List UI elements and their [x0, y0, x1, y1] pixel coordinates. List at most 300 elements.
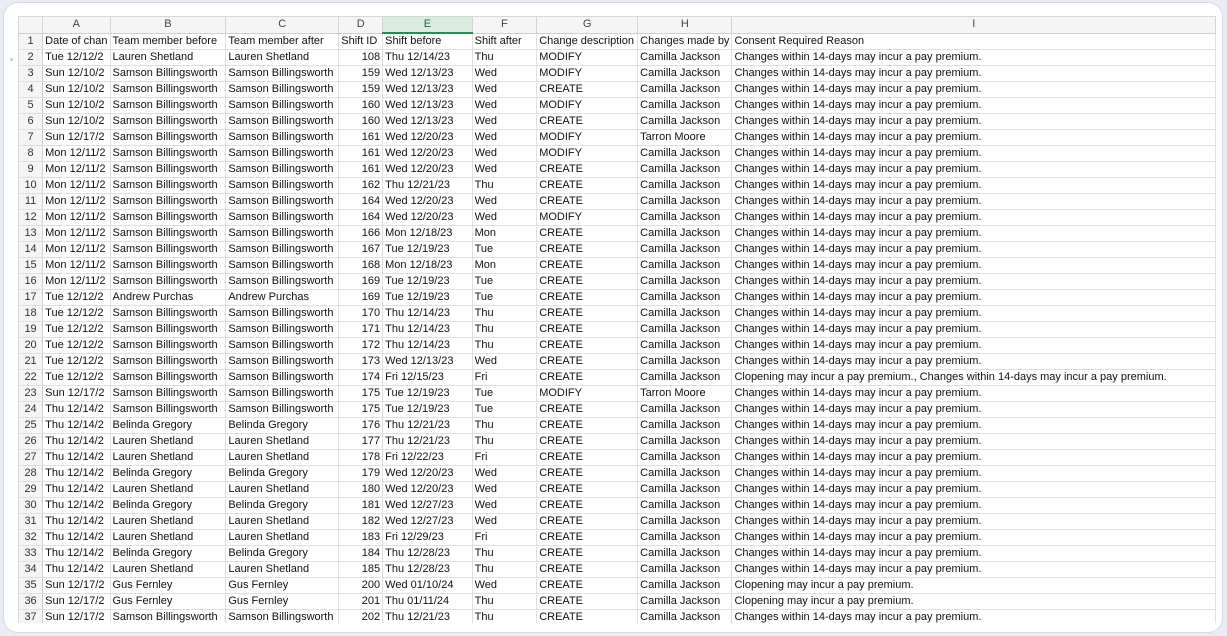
row-header[interactable]: 26 — [19, 434, 43, 450]
cell-f[interactable]: Thu — [472, 546, 537, 562]
cell-h[interactable]: Camilla Jackson — [638, 562, 732, 578]
cell-a[interactable]: Tue 12/12/2 — [43, 354, 110, 370]
row-header[interactable]: 22 — [19, 370, 43, 386]
cell-f[interactable]: Thu — [472, 594, 537, 610]
cell-g[interactable]: MODIFY — [537, 98, 638, 114]
cell-a[interactable]: Mon 12/11/2 — [43, 162, 110, 178]
cell-b[interactable]: Lauren Shetland — [110, 50, 226, 66]
cell-f[interactable]: Thu — [472, 562, 537, 578]
cell-i[interactable]: Changes within 14-days may incur a pay premium. — [732, 466, 1216, 482]
column-header-f[interactable]: F — [472, 17, 537, 33]
cell-g[interactable]: CREATE — [537, 434, 638, 450]
cell-f[interactable]: Wed — [472, 114, 537, 130]
cell-b[interactable]: Samson Billingsworth — [110, 306, 226, 322]
cell-c[interactable]: Samson Billingsworth — [226, 114, 339, 130]
cell-c[interactable]: Lauren Shetland — [226, 450, 339, 466]
cell-g[interactable]: MODIFY — [537, 66, 638, 82]
cell-h[interactable]: Camilla Jackson — [638, 546, 732, 562]
cell-c[interactable]: Belinda Gregory — [226, 418, 339, 434]
cell-b[interactable]: Andrew Purchas — [110, 290, 226, 306]
cell-h[interactable]: Camilla Jackson — [638, 450, 732, 466]
row-header[interactable]: 15 — [19, 258, 43, 274]
cell-d[interactable]: 161 — [339, 162, 383, 178]
column-header-b[interactable]: B — [110, 17, 226, 33]
cell-c[interactable]: Samson Billingsworth — [226, 194, 339, 210]
cell-h[interactable]: Camilla Jackson — [638, 194, 732, 210]
cell-h[interactable]: Changes made by — [638, 33, 732, 50]
cell-b[interactable]: Samson Billingsworth — [110, 226, 226, 242]
cell-h[interactable]: Camilla Jackson — [638, 610, 732, 624]
cell-d[interactable]: 164 — [339, 194, 383, 210]
cell-f[interactable]: Wed — [472, 146, 537, 162]
cell-a[interactable]: Thu 12/14/2 — [43, 402, 110, 418]
cell-i[interactable]: Changes within 14-days may incur a pay premium. — [732, 98, 1216, 114]
cell-c[interactable]: Samson Billingsworth — [226, 178, 339, 194]
cell-d[interactable]: 172 — [339, 338, 383, 354]
cell-f[interactable]: Wed — [472, 514, 537, 530]
cell-e[interactable]: Wed 12/20/23 — [383, 194, 472, 210]
cell-g[interactable]: CREATE — [537, 322, 638, 338]
cell-d[interactable]: 202 — [339, 610, 383, 624]
cell-g[interactable]: CREATE — [537, 82, 638, 98]
cell-i[interactable]: Changes within 14-days may incur a pay premium. — [732, 242, 1216, 258]
cell-h[interactable]: Camilla Jackson — [638, 114, 732, 130]
cell-a[interactable]: Thu 12/14/2 — [43, 514, 110, 530]
row-header[interactable]: 19 — [19, 322, 43, 338]
cell-b[interactable]: Samson Billingsworth — [110, 178, 226, 194]
cell-d[interactable]: 171 — [339, 322, 383, 338]
cell-c[interactable]: Samson Billingsworth — [226, 370, 339, 386]
cell-g[interactable]: CREATE — [537, 354, 638, 370]
cell-c[interactable]: Lauren Shetland — [226, 434, 339, 450]
cell-d[interactable]: 169 — [339, 290, 383, 306]
cell-a[interactable]: Mon 12/11/2 — [43, 258, 110, 274]
cell-a[interactable]: Sun 12/10/2 — [43, 114, 110, 130]
cell-e[interactable]: Thu 12/28/23 — [383, 562, 472, 578]
cell-f[interactable]: Thu — [472, 434, 537, 450]
cell-d[interactable]: 175 — [339, 402, 383, 418]
cell-f[interactable]: Wed — [472, 162, 537, 178]
cell-b[interactable]: Samson Billingsworth — [110, 82, 226, 98]
cell-b[interactable]: Samson Billingsworth — [110, 210, 226, 226]
cell-h[interactable]: Camilla Jackson — [638, 178, 732, 194]
cell-g[interactable]: CREATE — [537, 242, 638, 258]
cell-c[interactable]: Samson Billingsworth — [226, 82, 339, 98]
cell-e[interactable]: Fri 12/15/23 — [383, 370, 472, 386]
cell-d[interactable]: 161 — [339, 146, 383, 162]
cell-b[interactable]: Belinda Gregory — [110, 418, 226, 434]
cell-d[interactable]: 167 — [339, 242, 383, 258]
cell-e[interactable]: Wed 12/13/23 — [383, 114, 472, 130]
cell-f[interactable]: Wed — [472, 82, 537, 98]
cell-e[interactable]: Wed 12/13/23 — [383, 82, 472, 98]
cell-c[interactable]: Lauren Shetland — [226, 562, 339, 578]
cell-c[interactable]: Belinda Gregory — [226, 546, 339, 562]
cell-f[interactable]: Wed — [472, 194, 537, 210]
row-header[interactable]: 37 — [19, 610, 43, 624]
cell-a[interactable]: Tue 12/12/2 — [43, 50, 110, 66]
cell-b[interactable]: Belinda Gregory — [110, 546, 226, 562]
cell-f[interactable]: Thu — [472, 418, 537, 434]
cell-i[interactable]: Changes within 14-days may incur a pay premium. — [732, 562, 1216, 578]
cell-i[interactable]: Changes within 14-days may incur a pay premium. — [732, 210, 1216, 226]
cell-h[interactable]: Camilla Jackson — [638, 162, 732, 178]
cell-e[interactable]: Wed 12/27/23 — [383, 498, 472, 514]
cell-b[interactable]: Team member before — [110, 33, 226, 50]
cell-g[interactable]: CREATE — [537, 610, 638, 624]
cell-d[interactable]: Shift ID — [339, 33, 383, 50]
cell-d[interactable]: 178 — [339, 450, 383, 466]
cell-f[interactable]: Shift after — [472, 33, 537, 50]
cell-a[interactable]: Thu 12/14/2 — [43, 530, 110, 546]
cell-i[interactable]: Changes within 14-days may incur a pay premium. — [732, 50, 1216, 66]
cell-g[interactable]: MODIFY — [537, 386, 638, 402]
cell-d[interactable]: 179 — [339, 466, 383, 482]
cell-e[interactable]: Thu 12/21/23 — [383, 434, 472, 450]
cell-i[interactable]: Changes within 14-days may incur a pay premium. — [732, 498, 1216, 514]
row-header[interactable]: 33 — [19, 546, 43, 562]
cell-e[interactable]: Wed 12/20/23 — [383, 130, 472, 146]
cell-c[interactable]: Belinda Gregory — [226, 498, 339, 514]
cell-c[interactable]: Lauren Shetland — [226, 482, 339, 498]
cell-c[interactable]: Samson Billingsworth — [226, 306, 339, 322]
cell-f[interactable]: Thu — [472, 306, 537, 322]
cell-c[interactable]: Samson Billingsworth — [226, 210, 339, 226]
cell-h[interactable]: Camilla Jackson — [638, 146, 732, 162]
cell-i[interactable]: Changes within 14-days may incur a pay premium. — [732, 290, 1216, 306]
cell-b[interactable]: Gus Fernley — [110, 594, 226, 610]
cell-a[interactable]: Thu 12/14/2 — [43, 482, 110, 498]
cell-c[interactable]: Samson Billingsworth — [226, 66, 339, 82]
cell-c[interactable]: Lauren Shetland — [226, 514, 339, 530]
cell-e[interactable]: Fri 12/29/23 — [383, 530, 472, 546]
cell-h[interactable]: Camilla Jackson — [638, 82, 732, 98]
column-header-i[interactable]: I — [732, 17, 1216, 33]
cell-f[interactable]: Fri — [472, 450, 537, 466]
cell-h[interactable]: Camilla Jackson — [638, 306, 732, 322]
cell-i[interactable]: Changes within 14-days may incur a pay premium. — [732, 322, 1216, 338]
column-header-c[interactable]: C — [226, 17, 339, 33]
cell-g[interactable]: CREATE — [537, 306, 638, 322]
cell-h[interactable]: Camilla Jackson — [638, 338, 732, 354]
cell-b[interactable]: Samson Billingsworth — [110, 146, 226, 162]
cell-i[interactable]: Clopening may incur a pay premium., Changes within 14-days may incur a pay premium. — [732, 370, 1216, 386]
cell-g[interactable]: MODIFY — [537, 210, 638, 226]
cell-d[interactable]: 185 — [339, 562, 383, 578]
cell-a[interactable]: Mon 12/11/2 — [43, 210, 110, 226]
cell-i[interactable]: Changes within 14-days may incur a pay premium. — [732, 434, 1216, 450]
cell-f[interactable]: Tue — [472, 386, 537, 402]
cell-h[interactable]: Camilla Jackson — [638, 50, 732, 66]
cell-b[interactable]: Samson Billingsworth — [110, 194, 226, 210]
cell-h[interactable]: Camilla Jackson — [638, 370, 732, 386]
cell-c[interactable]: Gus Fernley — [226, 578, 339, 594]
cell-g[interactable]: Change description — [537, 33, 638, 50]
cell-a[interactable]: Thu 12/14/2 — [43, 450, 110, 466]
cell-g[interactable]: CREATE — [537, 562, 638, 578]
cell-d[interactable]: 160 — [339, 98, 383, 114]
cell-g[interactable]: CREATE — [537, 290, 638, 306]
cell-b[interactable]: Samson Billingsworth — [110, 162, 226, 178]
cell-f[interactable]: Wed — [472, 354, 537, 370]
cell-d[interactable]: 200 — [339, 578, 383, 594]
cell-f[interactable]: Wed — [472, 66, 537, 82]
cell-d[interactable]: 161 — [339, 130, 383, 146]
cell-i[interactable]: Changes within 14-days may incur a pay premium. — [732, 258, 1216, 274]
row-header[interactable]: 9 — [19, 162, 43, 178]
cell-a[interactable]: Sun 12/17/2 — [43, 578, 110, 594]
cell-d[interactable]: 162 — [339, 178, 383, 194]
cell-b[interactable]: Samson Billingsworth — [110, 402, 226, 418]
cell-b[interactable]: Samson Billingsworth — [110, 386, 226, 402]
cell-i[interactable]: Changes within 14-days may incur a pay premium. — [732, 114, 1216, 130]
cell-g[interactable]: CREATE — [537, 114, 638, 130]
cell-f[interactable]: Tue — [472, 274, 537, 290]
cell-d[interactable]: 160 — [339, 114, 383, 130]
cell-h[interactable]: Camilla Jackson — [638, 498, 732, 514]
cell-i[interactable]: Changes within 14-days may incur a pay premium. — [732, 610, 1216, 624]
cell-a[interactable]: Tue 12/12/2 — [43, 306, 110, 322]
cell-f[interactable]: Fri — [472, 530, 537, 546]
cell-b[interactable]: Lauren Shetland — [110, 514, 226, 530]
cell-f[interactable]: Mon — [472, 258, 537, 274]
row-header[interactable]: 12 — [19, 210, 43, 226]
cell-a[interactable]: Sun 12/10/2 — [43, 66, 110, 82]
cell-a[interactable]: Sun 12/17/2 — [43, 130, 110, 146]
cell-g[interactable]: CREATE — [537, 498, 638, 514]
cell-f[interactable]: Wed — [472, 482, 537, 498]
cell-f[interactable]: Thu — [472, 50, 537, 66]
cell-h[interactable]: Tarron Moore — [638, 130, 732, 146]
cell-b[interactable]: Samson Billingsworth — [110, 242, 226, 258]
row-header[interactable]: 5 — [19, 98, 43, 114]
cell-a[interactable]: Sun 12/10/2 — [43, 98, 110, 114]
row-header[interactable]: 11 — [19, 194, 43, 210]
cell-e[interactable]: Thu 12/14/23 — [383, 338, 472, 354]
column-header-e[interactable]: E — [383, 17, 472, 33]
cell-g[interactable]: CREATE — [537, 402, 638, 418]
row-header[interactable]: 27 — [19, 450, 43, 466]
cell-d[interactable]: 180 — [339, 482, 383, 498]
cell-d[interactable]: 181 — [339, 498, 383, 514]
cell-h[interactable]: Camilla Jackson — [638, 290, 732, 306]
cell-a[interactable]: Thu 12/14/2 — [43, 418, 110, 434]
cell-b[interactable]: Samson Billingsworth — [110, 66, 226, 82]
cell-d[interactable]: 177 — [339, 434, 383, 450]
cell-c[interactable]: Samson Billingsworth — [226, 226, 339, 242]
column-header-d[interactable]: D — [339, 17, 383, 33]
cell-h[interactable]: Camilla Jackson — [638, 578, 732, 594]
cell-g[interactable]: CREATE — [537, 258, 638, 274]
cell-c[interactable]: Samson Billingsworth — [226, 402, 339, 418]
cell-a[interactable]: Thu 12/14/2 — [43, 466, 110, 482]
row-header[interactable]: 32 — [19, 530, 43, 546]
row-header[interactable]: 36 — [19, 594, 43, 610]
row-header[interactable]: 24 — [19, 402, 43, 418]
cell-a[interactable]: Tue 12/12/2 — [43, 370, 110, 386]
cell-e[interactable]: Mon 12/18/23 — [383, 226, 472, 242]
column-header-h[interactable]: H — [638, 17, 732, 33]
cell-h[interactable]: Camilla Jackson — [638, 242, 732, 258]
cell-e[interactable]: Shift before — [383, 33, 472, 50]
cell-e[interactable]: Wed 01/10/24 — [383, 578, 472, 594]
cell-g[interactable]: CREATE — [537, 578, 638, 594]
cell-i[interactable]: Changes within 14-days may incur a pay premium. — [732, 386, 1216, 402]
select-all-corner[interactable] — [19, 17, 43, 33]
cell-a[interactable]: Mon 12/11/2 — [43, 178, 110, 194]
cell-c[interactable]: Samson Billingsworth — [226, 274, 339, 290]
cell-c[interactable]: Samson Billingsworth — [226, 98, 339, 114]
row-header[interactable]: 1 — [19, 33, 43, 50]
cell-h[interactable]: Camilla Jackson — [638, 418, 732, 434]
cell-f[interactable]: Thu — [472, 178, 537, 194]
cell-e[interactable]: Thu 12/14/23 — [383, 322, 472, 338]
cell-d[interactable]: 108 — [339, 50, 383, 66]
cell-i[interactable]: Changes within 14-days may incur a pay premium. — [732, 546, 1216, 562]
cell-h[interactable]: Camilla Jackson — [638, 322, 732, 338]
cell-i[interactable]: Changes within 14-days may incur a pay premium. — [732, 306, 1216, 322]
cell-c[interactable]: Samson Billingsworth — [226, 354, 339, 370]
cell-b[interactable]: Samson Billingsworth — [110, 274, 226, 290]
cell-e[interactable]: Tue 12/19/23 — [383, 290, 472, 306]
cell-b[interactable]: Samson Billingsworth — [110, 114, 226, 130]
cell-e[interactable]: Wed 12/13/23 — [383, 98, 472, 114]
cell-e[interactable]: Thu 12/21/23 — [383, 418, 472, 434]
cell-g[interactable]: CREATE — [537, 178, 638, 194]
cell-a[interactable]: Thu 12/14/2 — [43, 562, 110, 578]
cell-e[interactable]: Thu 12/14/23 — [383, 50, 472, 66]
cell-g[interactable]: MODIFY — [537, 50, 638, 66]
cell-e[interactable]: Wed 12/20/23 — [383, 162, 472, 178]
cell-f[interactable]: Thu — [472, 322, 537, 338]
cell-f[interactable]: Fri — [472, 370, 537, 386]
cell-f[interactable]: Thu — [472, 610, 537, 624]
cell-e[interactable]: Wed 12/27/23 — [383, 514, 472, 530]
cell-i[interactable]: Clopening may incur a pay premium. — [732, 594, 1216, 610]
row-header[interactable]: 7 — [19, 130, 43, 146]
cell-i[interactable]: Changes within 14-days may incur a pay premium. — [732, 66, 1216, 82]
cell-d[interactable]: 174 — [339, 370, 383, 386]
cell-e[interactable]: Thu 12/21/23 — [383, 610, 472, 624]
cell-a[interactable]: Thu 12/14/2 — [43, 434, 110, 450]
cell-e[interactable]: Wed 12/20/23 — [383, 210, 472, 226]
cell-d[interactable]: 182 — [339, 514, 383, 530]
cell-g[interactable]: CREATE — [537, 482, 638, 498]
cell-i[interactable]: Changes within 14-days may incur a pay premium. — [732, 354, 1216, 370]
cell-a[interactable]: Sun 12/17/2 — [43, 594, 110, 610]
cell-c[interactable]: Belinda Gregory — [226, 466, 339, 482]
cell-i[interactable]: Changes within 14-days may incur a pay premium. — [732, 418, 1216, 434]
cell-b[interactable]: Belinda Gregory — [110, 498, 226, 514]
cell-e[interactable]: Wed 12/13/23 — [383, 354, 472, 370]
cell-b[interactable]: Samson Billingsworth — [110, 130, 226, 146]
row-header[interactable]: 34 — [19, 562, 43, 578]
cell-g[interactable]: MODIFY — [537, 146, 638, 162]
cell-i[interactable]: Changes within 14-days may incur a pay premium. — [732, 194, 1216, 210]
cell-a[interactable]: Sun 12/10/2 — [43, 82, 110, 98]
cell-i[interactable]: Changes within 14-days may incur a pay premium. — [732, 402, 1216, 418]
cell-c[interactable]: Lauren Shetland — [226, 50, 339, 66]
cell-c[interactable]: Samson Billingsworth — [226, 146, 339, 162]
cell-g[interactable]: CREATE — [537, 450, 638, 466]
cell-i[interactable]: Changes within 14-days may incur a pay premium. — [732, 82, 1216, 98]
cell-b[interactable]: Lauren Shetland — [110, 434, 226, 450]
cell-g[interactable]: CREATE — [537, 274, 638, 290]
cell-c[interactable]: Lauren Shetland — [226, 530, 339, 546]
cell-g[interactable]: CREATE — [537, 226, 638, 242]
cell-d[interactable]: 166 — [339, 226, 383, 242]
cell-e[interactable]: Thu 12/21/23 — [383, 178, 472, 194]
cell-f[interactable]: Tue — [472, 242, 537, 258]
cell-c[interactable]: Samson Billingsworth — [226, 242, 339, 258]
cell-i[interactable]: Changes within 14-days may incur a pay premium. — [732, 530, 1216, 546]
cell-b[interactable]: Samson Billingsworth — [110, 354, 226, 370]
row-header[interactable]: 18 — [19, 306, 43, 322]
cell-i[interactable]: Changes within 14-days may incur a pay premium. — [732, 162, 1216, 178]
cell-h[interactable]: Camilla Jackson — [638, 466, 732, 482]
cell-f[interactable]: Wed — [472, 498, 537, 514]
cell-c[interactable]: Samson Billingsworth — [226, 162, 339, 178]
cell-h[interactable]: Camilla Jackson — [638, 226, 732, 242]
row-header[interactable]: 28 — [19, 466, 43, 482]
cell-a[interactable]: Date of chan — [43, 33, 110, 50]
cell-i[interactable]: Changes within 14-days may incur a pay premium. — [732, 274, 1216, 290]
cell-c[interactable]: Samson Billingsworth — [226, 130, 339, 146]
cell-i[interactable]: Changes within 14-days may incur a pay premium. — [732, 178, 1216, 194]
cell-e[interactable]: Wed 12/20/23 — [383, 466, 472, 482]
cell-i[interactable]: Changes within 14-days may incur a pay premium. — [732, 130, 1216, 146]
row-header[interactable]: 14 — [19, 242, 43, 258]
cell-c[interactable]: Gus Fernley — [226, 594, 339, 610]
cell-d[interactable]: 169 — [339, 274, 383, 290]
cell-b[interactable]: Lauren Shetland — [110, 562, 226, 578]
row-header[interactable]: 29 — [19, 482, 43, 498]
cell-d[interactable]: 164 — [339, 210, 383, 226]
cell-d[interactable]: 184 — [339, 546, 383, 562]
cell-b[interactable]: Belinda Gregory — [110, 466, 226, 482]
cell-e[interactable]: Mon 12/18/23 — [383, 258, 472, 274]
cell-e[interactable]: Tue 12/19/23 — [383, 274, 472, 290]
cell-i[interactable]: Changes within 14-days may incur a pay premium. — [732, 482, 1216, 498]
cell-a[interactable]: Tue 12/12/2 — [43, 338, 110, 354]
cell-f[interactable]: Tue — [472, 402, 537, 418]
cell-e[interactable]: Wed 12/20/23 — [383, 482, 472, 498]
cell-c[interactable]: Andrew Purchas — [226, 290, 339, 306]
cell-b[interactable]: Lauren Shetland — [110, 482, 226, 498]
cell-h[interactable]: Camilla Jackson — [638, 594, 732, 610]
cell-a[interactable]: Sun 12/17/2 — [43, 386, 110, 402]
row-header[interactable]: 25 — [19, 418, 43, 434]
cell-d[interactable]: 168 — [339, 258, 383, 274]
cell-e[interactable]: Thu 12/14/23 — [383, 306, 472, 322]
cell-f[interactable]: Wed — [472, 210, 537, 226]
cell-d[interactable]: 201 — [339, 594, 383, 610]
cell-d[interactable]: 159 — [339, 82, 383, 98]
cell-h[interactable]: Camilla Jackson — [638, 98, 732, 114]
row-header[interactable]: 6 — [19, 114, 43, 130]
row-header[interactable]: 16 — [19, 274, 43, 290]
cell-b[interactable]: Samson Billingsworth — [110, 258, 226, 274]
cell-a[interactable]: Mon 12/11/2 — [43, 194, 110, 210]
cell-g[interactable]: CREATE — [537, 418, 638, 434]
cell-h[interactable]: Tarron Moore — [638, 386, 732, 402]
cell-g[interactable]: CREATE — [537, 514, 638, 530]
cell-d[interactable]: 176 — [339, 418, 383, 434]
cell-d[interactable]: 183 — [339, 530, 383, 546]
cell-e[interactable]: Tue 12/19/23 — [383, 242, 472, 258]
cell-b[interactable]: Samson Billingsworth — [110, 370, 226, 386]
cell-i[interactable]: Consent Required Reason — [732, 33, 1216, 50]
